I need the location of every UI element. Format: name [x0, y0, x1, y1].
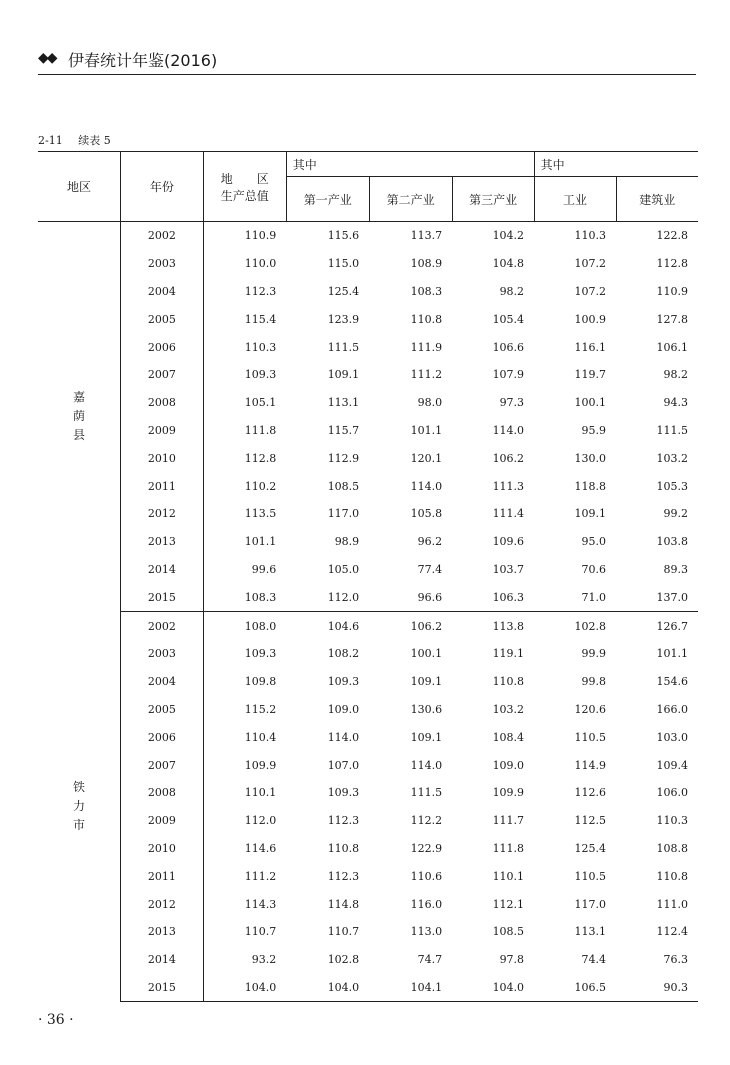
region-name-char: 县 — [72, 428, 85, 443]
header-construction: 建筑业 — [616, 177, 698, 222]
primary-cell: 112.3 — [327, 814, 360, 828]
table-row — [38, 835, 698, 863]
year-cell: 2011 — [120, 862, 203, 890]
industry-cell: 117.0 — [574, 897, 606, 911]
gdp-cell: 104.0 — [203, 974, 286, 1002]
primary-cell: 105.0 — [327, 562, 360, 576]
industry-cell: 116.1 — [574, 340, 606, 354]
primary-cell: 115.0 — [327, 257, 360, 271]
secondary-cell: 109.1 — [410, 730, 443, 744]
primary-cell: 112.9 — [327, 451, 360, 465]
gdp-cell: 109.8 — [244, 675, 277, 689]
year-cell: 2002 — [120, 612, 203, 640]
table-row — [38, 500, 698, 528]
table-row — [38, 222, 698, 250]
year-cell: 2003 — [120, 250, 203, 278]
header-group-sectors: 其中 — [286, 152, 534, 177]
industry-cell: 100.1 — [574, 396, 606, 410]
gdp-cell: 101.1 — [244, 535, 277, 549]
gdp-cell: 112.0 — [244, 814, 277, 828]
industry-cell: 110.5 — [574, 730, 606, 744]
primary-cell: 109.3 — [327, 786, 360, 800]
industry-cell: 110.5 — [574, 869, 606, 883]
industry-cell: 119.7 — [574, 368, 606, 382]
industry-cell: 120.6 — [574, 702, 606, 716]
table-row — [38, 751, 698, 779]
year-cell: 2008 — [120, 779, 203, 807]
gdp-cell: 105.1 — [244, 396, 277, 410]
header-industry: 工业 — [534, 177, 616, 222]
construction-cell: 101.1 — [656, 647, 688, 661]
year-cell: 2002 — [120, 222, 203, 250]
gdp-cell: 110.7 — [244, 925, 277, 939]
year-cell: 2012 — [120, 500, 203, 528]
region-name-char: 市 — [72, 818, 85, 833]
construction-cell: 126.7 — [656, 619, 688, 633]
year-cell: 2006 — [120, 333, 203, 361]
industry-cell: 100.9 — [574, 312, 606, 326]
gdp-cell: 114.6 — [244, 841, 277, 855]
tertiary-cell: 104.2 — [492, 229, 525, 243]
construction-cell: 111.5 — [656, 423, 688, 437]
tertiary-cell: 110.1 — [492, 869, 525, 883]
header-region: 地区 — [38, 152, 120, 222]
construction-cell: 110.8 — [656, 869, 688, 883]
table-row — [38, 444, 698, 472]
primary-cell: 114.0 — [327, 730, 360, 744]
region-name-char: 荫 — [72, 409, 85, 424]
year-cell: 2003 — [120, 640, 203, 668]
gdp-cell: 114.3 — [244, 897, 277, 911]
diamond-icon: ◆◆ — [38, 50, 56, 66]
secondary-cell: 113.0 — [410, 925, 443, 939]
table-row — [38, 305, 698, 333]
primary-cell: 123.9 — [327, 312, 360, 326]
industry-cell: 95.0 — [581, 535, 606, 549]
industry-cell: 130.0 — [574, 451, 606, 465]
construction-cell: 154.6 — [656, 675, 688, 689]
region-name — [38, 612, 120, 1002]
construction-cell: 94.3 — [663, 396, 688, 410]
tertiary-cell: 98.2 — [499, 284, 525, 298]
secondary-cell: 74.7 — [417, 953, 443, 967]
table-row — [38, 974, 698, 1002]
gdp-cell: 110.0 — [244, 257, 277, 271]
industry-cell: 109.1 — [574, 507, 606, 521]
gdp-cell: 113.5 — [244, 507, 277, 521]
primary-cell: 112.3 — [327, 869, 360, 883]
secondary-cell: 106.2 — [410, 619, 443, 633]
primary-cell: 109.3 — [327, 675, 360, 689]
gdp-cell: 115.2 — [244, 702, 277, 716]
gdp-cell: 112.8 — [244, 451, 277, 465]
table-row — [38, 417, 698, 445]
primary-cell: 109.1 — [327, 368, 360, 382]
secondary-cell: 108.3 — [410, 284, 443, 298]
secondary-cell: 105.8 — [410, 507, 443, 521]
secondary-cell: 96.6 — [369, 583, 452, 611]
gdp-cell: 108.3 — [203, 583, 286, 611]
industry-cell: 125.4 — [574, 841, 606, 855]
region-name-char: 铁 — [72, 780, 85, 795]
tertiary-cell: 111.8 — [492, 841, 525, 855]
construction-cell: 90.3 — [616, 974, 698, 1002]
construction-cell: 99.2 — [663, 507, 688, 521]
construction-cell: 111.0 — [656, 897, 688, 911]
secondary-cell: 101.1 — [410, 423, 443, 437]
table-row — [38, 862, 698, 890]
gdp-cell: 109.9 — [244, 758, 277, 772]
table-caption-text: 续表 5 — [78, 134, 111, 147]
tertiary-cell: 103.2 — [492, 702, 525, 716]
header-year: 年份 — [120, 152, 203, 222]
industry-cell: 71.0 — [534, 583, 616, 611]
construction-cell: 103.2 — [656, 451, 688, 465]
table-row — [38, 556, 698, 584]
table-number: 2-11 — [38, 134, 63, 147]
gdp-cell: 115.4 — [244, 312, 277, 326]
construction-cell: 98.2 — [663, 368, 688, 382]
construction-cell: 105.3 — [656, 479, 688, 493]
tertiary-cell: 107.9 — [492, 368, 525, 382]
table-row — [38, 696, 698, 724]
primary-cell: 125.4 — [327, 284, 360, 298]
industry-cell: 113.1 — [574, 925, 606, 939]
book-title: 伊春统计年鉴(2016) — [68, 51, 218, 70]
header-gdp-line2: 生产总值 — [220, 188, 269, 203]
primary-cell: 104.0 — [286, 974, 369, 1002]
table-caption — [38, 132, 123, 148]
industry-cell: 70.6 — [581, 562, 606, 576]
gdp-cell: 110.4 — [244, 730, 277, 744]
industry-cell: 107.2 — [574, 257, 606, 271]
tertiary-cell: 104.0 — [452, 974, 534, 1002]
table-row — [38, 612, 698, 640]
table-row — [38, 389, 698, 417]
year-cell: 2005 — [120, 696, 203, 724]
construction-cell: 103.0 — [656, 730, 688, 744]
table-row — [38, 528, 698, 556]
construction-cell: 127.8 — [656, 312, 688, 326]
data-table — [38, 151, 698, 1002]
primary-cell: 109.0 — [327, 702, 360, 716]
industry-cell: 107.2 — [574, 284, 606, 298]
industry-cell: 114.9 — [574, 758, 606, 772]
header-gdp-line1: 地 区 — [220, 171, 269, 186]
year-cell: 2007 — [120, 361, 203, 389]
table-row — [38, 890, 698, 918]
table-row — [38, 361, 698, 389]
construction-cell: 166.0 — [656, 702, 688, 716]
primary-cell: 108.2 — [327, 647, 360, 661]
year-cell: 2015 — [120, 974, 203, 1002]
gdp-cell: 110.3 — [244, 340, 277, 354]
tertiary-cell: 109.0 — [492, 758, 525, 772]
primary-cell: 107.0 — [327, 758, 360, 772]
tertiary-cell: 111.4 — [492, 507, 525, 521]
table-row — [38, 946, 698, 974]
construction-cell: 89.3 — [663, 562, 688, 576]
tertiary-cell: 106.2 — [492, 451, 525, 465]
primary-cell: 113.1 — [327, 396, 360, 410]
tertiary-cell: 109.9 — [492, 786, 525, 800]
primary-cell: 110.8 — [327, 841, 360, 855]
running-header — [38, 46, 696, 75]
gdp-cell: 110.1 — [244, 786, 277, 800]
table-row — [38, 918, 698, 946]
year-cell: 2011 — [120, 472, 203, 500]
region-name-char: 力 — [72, 799, 85, 814]
table-row — [38, 583, 698, 611]
tertiary-cell: 114.0 — [492, 423, 525, 437]
secondary-cell: 110.8 — [410, 312, 443, 326]
secondary-cell: 109.1 — [410, 675, 443, 689]
secondary-cell: 98.0 — [417, 396, 443, 410]
primary-cell: 112.0 — [286, 583, 369, 611]
construction-cell: 106.0 — [656, 786, 688, 800]
table-row — [38, 723, 698, 751]
gdp-cell: 111.8 — [244, 423, 277, 437]
secondary-cell: 130.6 — [410, 702, 443, 716]
secondary-cell: 116.0 — [410, 897, 443, 911]
primary-cell: 110.7 — [327, 925, 360, 939]
secondary-cell: 108.9 — [410, 257, 443, 271]
secondary-cell: 120.1 — [410, 451, 443, 465]
primary-cell: 104.6 — [327, 619, 360, 633]
secondary-cell: 110.6 — [410, 869, 443, 883]
industry-cell: 99.8 — [581, 675, 606, 689]
header-gdp — [203, 152, 286, 222]
industry-cell: 118.8 — [574, 479, 606, 493]
secondary-cell: 114.0 — [410, 479, 443, 493]
tertiary-cell: 109.6 — [492, 535, 525, 549]
year-cell: 2014 — [120, 556, 203, 584]
tertiary-cell: 104.8 — [492, 257, 525, 271]
year-cell: 2008 — [120, 389, 203, 417]
primary-cell: 117.0 — [327, 507, 360, 521]
primary-cell: 115.6 — [327, 229, 360, 243]
header-tertiary: 第三产业 — [452, 177, 534, 222]
industry-cell: 112.5 — [574, 814, 606, 828]
gdp-cell: 109.3 — [244, 368, 277, 382]
table-row — [38, 807, 698, 835]
tertiary-cell: 106.3 — [452, 583, 534, 611]
industry-cell: 112.6 — [574, 786, 606, 800]
secondary-cell: 100.1 — [410, 647, 443, 661]
construction-cell: 76.3 — [663, 953, 688, 967]
construction-cell: 103.8 — [656, 535, 688, 549]
secondary-cell: 111.2 — [410, 368, 443, 382]
secondary-cell: 114.0 — [410, 758, 443, 772]
gdp-cell: 110.2 — [244, 479, 277, 493]
tertiary-cell: 108.5 — [492, 925, 525, 939]
construction-cell: 110.9 — [656, 284, 688, 298]
secondary-cell: 104.1 — [369, 974, 452, 1002]
tertiary-cell: 103.7 — [492, 562, 525, 576]
year-cell: 2004 — [120, 278, 203, 306]
table-row — [38, 472, 698, 500]
construction-cell: 108.8 — [656, 841, 688, 855]
construction-cell: 122.8 — [656, 229, 688, 243]
tertiary-cell: 105.4 — [492, 312, 525, 326]
secondary-cell: 122.9 — [410, 841, 443, 855]
year-cell: 2010 — [120, 444, 203, 472]
construction-cell: 137.0 — [616, 583, 698, 611]
year-cell: 2014 — [120, 946, 203, 974]
gdp-cell: 109.3 — [244, 647, 277, 661]
industry-cell: 106.5 — [534, 974, 616, 1002]
year-cell: 2006 — [120, 723, 203, 751]
header-primary: 第一产业 — [286, 177, 369, 222]
construction-cell: 110.3 — [656, 814, 688, 828]
construction-cell: 109.4 — [656, 758, 688, 772]
construction-cell: 112.8 — [656, 257, 688, 271]
header-group-industry: 其中 — [534, 152, 698, 177]
year-cell: 2007 — [120, 751, 203, 779]
primary-cell: 108.5 — [327, 479, 360, 493]
region-name-char: 嘉 — [72, 390, 85, 405]
tertiary-cell: 108.4 — [492, 730, 525, 744]
tertiary-cell: 111.7 — [492, 814, 525, 828]
year-cell: 2004 — [120, 668, 203, 696]
table-row — [38, 250, 698, 278]
header-secondary: 第二产业 — [369, 177, 452, 222]
gdp-cell: 112.3 — [244, 284, 277, 298]
tertiary-cell: 106.6 — [492, 340, 525, 354]
tertiary-cell: 97.8 — [499, 953, 525, 967]
tertiary-cell: 112.1 — [492, 897, 525, 911]
primary-cell: 111.5 — [327, 340, 360, 354]
secondary-cell: 112.2 — [410, 814, 443, 828]
primary-cell: 114.8 — [327, 897, 360, 911]
table-row — [38, 333, 698, 361]
gdp-cell: 93.2 — [251, 953, 277, 967]
table-row — [38, 640, 698, 668]
tertiary-cell: 113.8 — [492, 619, 525, 633]
industry-cell: 102.8 — [574, 619, 606, 633]
secondary-cell: 111.9 — [410, 340, 443, 354]
year-cell: 2009 — [120, 807, 203, 835]
year-cell: 2010 — [120, 835, 203, 863]
construction-cell: 106.1 — [656, 340, 688, 354]
secondary-cell: 113.7 — [410, 229, 443, 243]
industry-cell: 110.3 — [574, 229, 606, 243]
year-cell: 2013 — [120, 528, 203, 556]
industry-cell: 74.4 — [581, 953, 606, 967]
year-cell: 2013 — [120, 918, 203, 946]
secondary-cell: 96.2 — [417, 535, 443, 549]
year-cell: 2009 — [120, 417, 203, 445]
primary-cell: 115.7 — [327, 423, 360, 437]
year-cell: 2015 — [120, 583, 203, 611]
page-number: · 36 · — [38, 1012, 74, 1028]
secondary-cell: 77.4 — [417, 562, 443, 576]
gdp-cell: 110.9 — [244, 229, 277, 243]
industry-cell: 95.9 — [581, 423, 606, 437]
tertiary-cell: 111.3 — [492, 479, 525, 493]
primary-cell: 98.9 — [334, 535, 360, 549]
region-name — [38, 222, 120, 612]
year-cell: 2012 — [120, 890, 203, 918]
primary-cell: 102.8 — [327, 953, 360, 967]
table-row — [38, 779, 698, 807]
secondary-cell: 111.5 — [410, 786, 443, 800]
gdp-cell: 108.0 — [244, 619, 277, 633]
industry-cell: 99.9 — [581, 647, 606, 661]
tertiary-cell: 119.1 — [492, 647, 525, 661]
tertiary-cell: 110.8 — [492, 675, 525, 689]
table-row — [38, 668, 698, 696]
construction-cell: 112.4 — [656, 925, 688, 939]
tertiary-cell: 97.3 — [499, 396, 525, 410]
gdp-cell: 99.6 — [251, 562, 277, 576]
table-body — [38, 222, 698, 1002]
year-cell: 2005 — [120, 305, 203, 333]
gdp-cell: 111.2 — [244, 869, 277, 883]
table-row — [38, 278, 698, 306]
